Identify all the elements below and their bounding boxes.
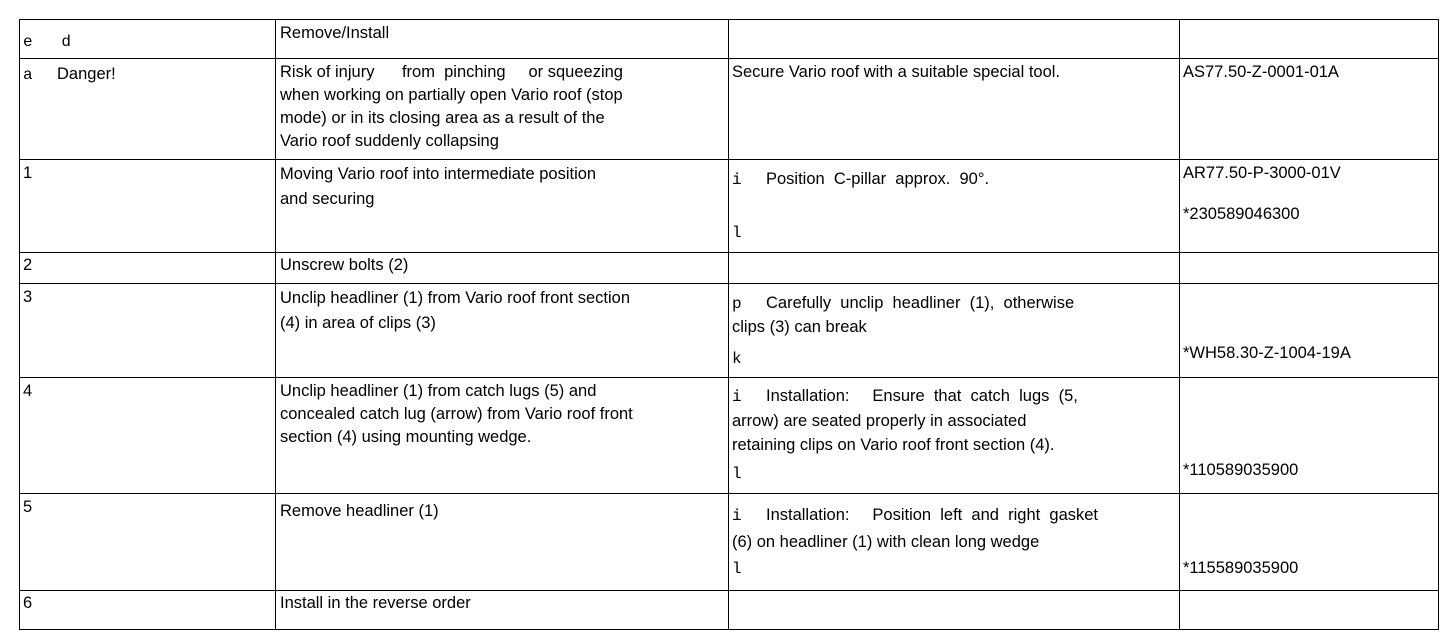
tool-icon: l (732, 560, 742, 578)
info-icon: i (732, 388, 742, 406)
step-text: Remove headliner (1) (280, 502, 439, 520)
step-row-5 (20, 494, 1439, 591)
tool-ref-link[interactable]: *230589046300 (1183, 205, 1300, 223)
risk-line: Risk of injury from pinching or squeezing (280, 63, 623, 81)
step-number: 6 (23, 594, 33, 612)
step-row-6 (20, 591, 1439, 630)
step-ref-link[interactable]: *WH58.30-Z-1004-19A (1183, 344, 1351, 362)
step-text: Unclip headliner (1) from Vario roof front section (280, 289, 631, 307)
tool-icon: l (732, 224, 742, 242)
step-note: retaining clips on Vario roof front section (4). (732, 436, 1055, 454)
risk-line: mode) or in its closing area as a result of the (280, 109, 605, 127)
danger-label: Danger! (57, 65, 116, 83)
header-symbols: e d (23, 33, 72, 51)
risk-line: when working on partially open Vario roof (stop (280, 86, 623, 104)
step-number: 2 (23, 256, 33, 274)
step-number: 5 (23, 498, 33, 516)
step-row-1 (20, 160, 1439, 253)
step-note: Position C-pillar approx. 90°. (766, 170, 990, 188)
danger-measure: Secure Vario roof with a suitable special tool. (732, 63, 1061, 81)
step-text: Unscrew bolts (2) (280, 256, 409, 274)
step-row-3 (20, 284, 1439, 378)
danger-ref-link[interactable]: AS77.50-Z-0001-01A (1183, 63, 1339, 81)
procedure-table (19, 19, 1439, 630)
risk-line: Vario roof suddenly collapsing (280, 132, 499, 150)
tool-icon: l (732, 465, 742, 483)
danger-symbol: a (23, 66, 33, 84)
step-number: 4 (23, 382, 33, 400)
step-text: (4) in area of clips (3) (280, 314, 436, 332)
step-row-2 (20, 253, 1439, 284)
header-row (20, 20, 1439, 59)
reference-icon: k (732, 350, 742, 368)
step-number: 1 (23, 164, 33, 182)
step-note: Installation: Position left and right gasket (766, 506, 1099, 524)
step-text: Moving Vario roof into intermediate position (280, 165, 597, 183)
tool-ref-link[interactable]: *115589035900 (1183, 559, 1299, 577)
step-note: (6) on headliner (1) with clean long wedge (732, 533, 1040, 551)
info-icon: i (732, 507, 742, 525)
step-text: section (4) using mounting wedge. (280, 428, 532, 446)
step-note: Installation: Ensure that catch lugs (5, (766, 387, 1078, 405)
step-text: concealed catch lug (arrow) from Vario roof front (280, 405, 633, 423)
header-title: Remove/Install (280, 24, 390, 42)
step-note: arrow) are seated properly in associated (732, 412, 1027, 430)
step-number: 3 (23, 288, 33, 306)
step-note: Carefully unclip headliner (1), otherwise (766, 294, 1075, 312)
step-text: Install in the reverse order (280, 594, 471, 612)
tool-ref-link[interactable]: *110589035900 (1183, 461, 1299, 479)
danger-row (20, 59, 1439, 160)
step-text: and securing (280, 190, 375, 208)
step-text: Unclip headliner (1) from catch lugs (5) and (280, 382, 597, 400)
info-icon: i (732, 171, 742, 189)
step-row-4 (20, 378, 1439, 494)
caution-icon: p (732, 295, 742, 313)
step-ref-link[interactable]: AR77.50-P-3000-01V (1183, 164, 1341, 182)
step-note: clips (3) can break (732, 318, 867, 336)
